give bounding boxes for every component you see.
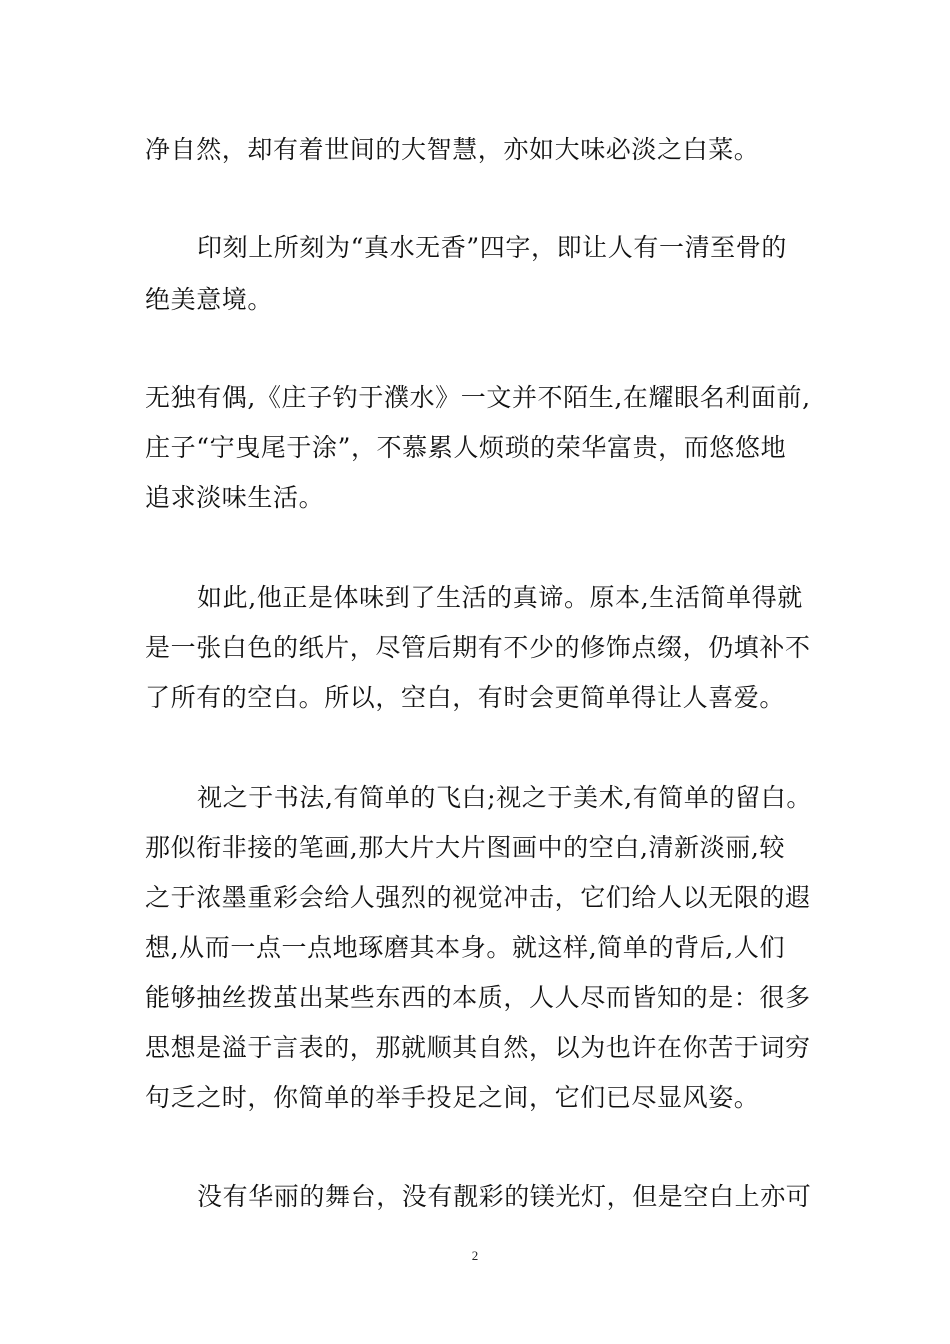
text-line: 之于浓墨重彩会给人强烈的视觉冲击，它们给人以无限的遐 (145, 883, 811, 912)
text-line: 庄子“宁曳尾于涂”，不慕累人烦琐的荣华富贵，而悠悠地 (145, 433, 787, 462)
page-number: 2 (471, 1248, 479, 1263)
text-line: 视之于书法,有简单的飞白;视之于美术,有简单的留白。 (197, 783, 812, 812)
text-line: 句乏之时，你简单的举手投足之间，它们已尽显风姿。 (145, 1083, 760, 1112)
text-line: 是一张白色的纸片，尽管后期有不少的修饰点缀，仍填补不 (145, 633, 811, 662)
text-line: 思想是溢于言表的，那就顺其自然，以为也许在你苦于词穷 (145, 1033, 811, 1062)
text-line: 追求淡味生活。 (145, 483, 325, 512)
text-line: 印刻上所刻为“真水无香”四字，即让人有一清至骨的 (197, 233, 787, 262)
text-line: 无独有偶,《庄子钓于濮水》一文并不陌生,在耀眼名利面前, (145, 383, 811, 412)
text-line: 了所有的空白。所以，空白，有时会更简单得让人喜爱。 (145, 683, 786, 712)
text-line: 没有华丽的舞台，没有靓彩的镁光灯，但是空白上亦可 (197, 1182, 812, 1211)
text-line: 那似衔非接的笔画,那大片大片图画中的空白,清新淡丽,较 (145, 833, 786, 862)
text-line: 如此,他正是体味到了生活的真谛。原本,生活简单得就 (197, 583, 803, 612)
text-line: 净自然，却有着世间的大智慧，亦如大味必淡之白菜。 (145, 135, 760, 164)
text-line: 绝美意境。 (145, 285, 274, 314)
text-line: 想,从而一点一点地琢磨其本身。就这样,简单的背后,人们 (145, 933, 786, 962)
text-line: 能够抽丝拨茧出某些东西的本质，人人尽而皆知的是：很多 (145, 983, 811, 1012)
